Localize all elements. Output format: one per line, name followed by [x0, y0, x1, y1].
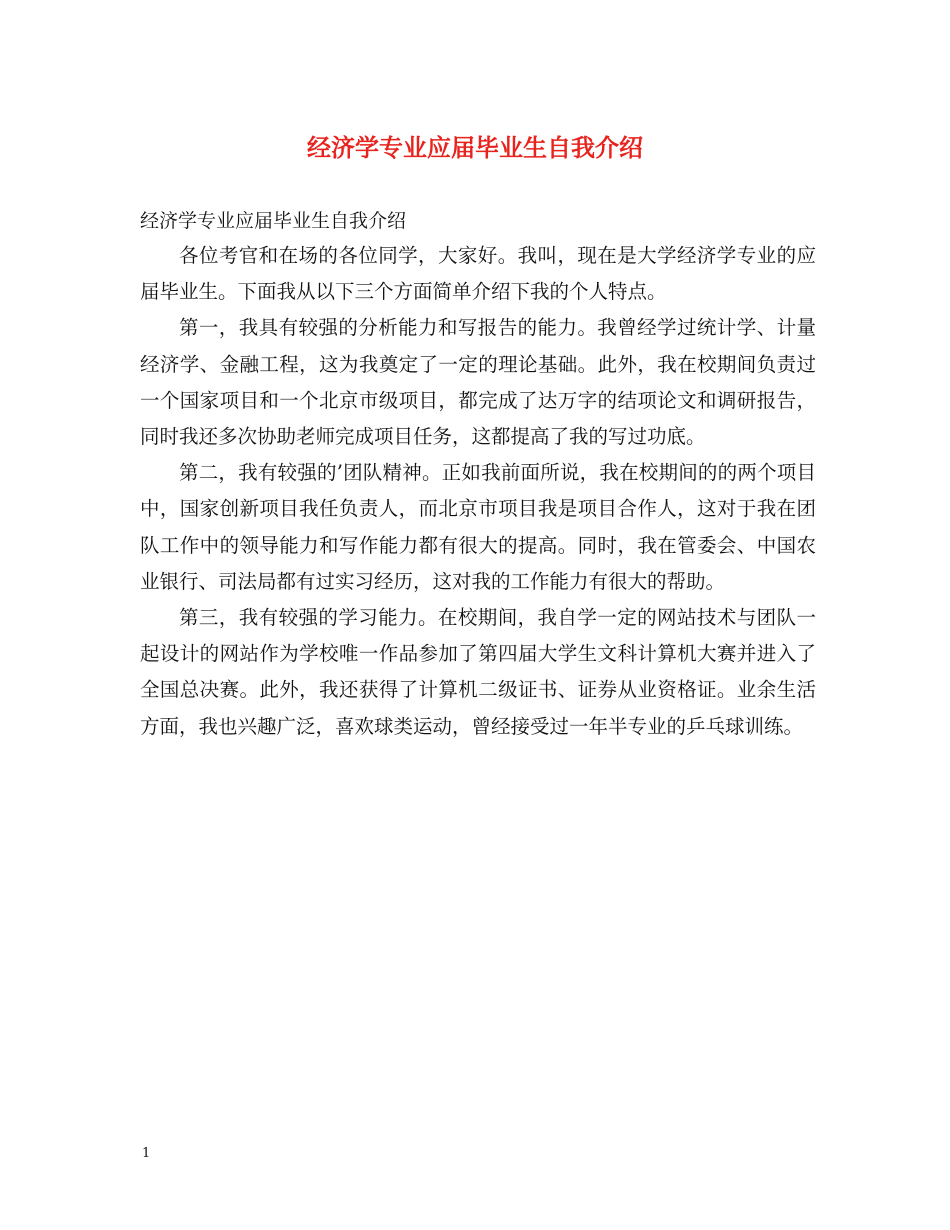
paragraph-first-point: 第一，我具有较强的分析能力和写报告的能力。我曾经学过统计学、计量经济学、金融工程，这为我奠定了一定的理论基础。此外，我在校期间负责过一个国家项目和一个北京市级项目，都完成了达万字的结项论文和调研报告，同时我还多次协助老师完成项目任务，这都提高了我的写过功底。 — [140, 316, 816, 449]
paragraph-second-point: 第二，我有较强的’团队精神。正如我前面所说，我在校期间的的两个项目中，国家创新项目我任负责人，而北京市项目我是项目合作人，这对于我在团队工作中的领导能力和写作能力都有很大的提高。同时，我在管委会、中国农业银行、司法局都有过实习经历，这对我的工作能力有很大的帮助。 — [140, 461, 816, 593]
paragraph-intro: 各位考官和在场的各位同学，大家好。我叫，现在是大学经济学专业的应届毕业生。下面我从以下三个方面简单介绍下我的个人特点。 — [140, 244, 816, 304]
document-body — [140, 204, 816, 745]
document-subtitle: 经济学专业应届毕业生自我介绍 — [140, 210, 407, 232]
page-title: 经济学专业应届毕业生自我介绍 — [307, 133, 643, 162]
page-number: 1 — [142, 1146, 151, 1161]
paragraph-third-point: 第三，我有较强的学习能力。在校期间，我自学一定的网站技术与团队一起设计的网站作为学校唯一作品参加了第四届大学生文科计算机大赛并进入了全国总决赛。此外，我还获得了计算机二级证书、证券从业资格证。业余生活方面，我也兴趣广泛，喜欢球类运动，曾经接受过一年半专业的乒乓球训练。 — [140, 606, 816, 738]
